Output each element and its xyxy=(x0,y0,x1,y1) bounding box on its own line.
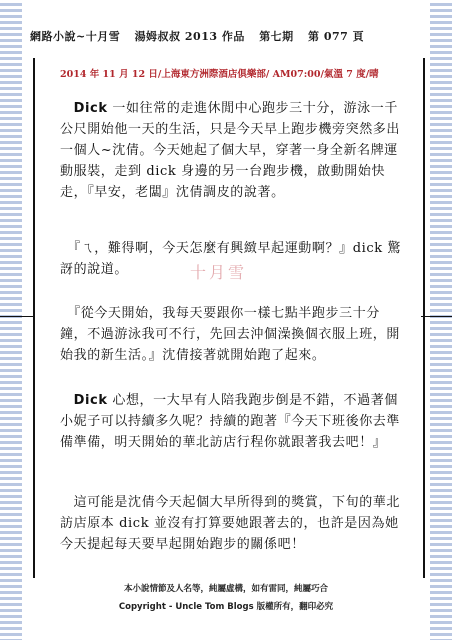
margin-line-right xyxy=(421,316,452,317)
paragraph-2-text: 『ㄟ，難得啊，今天怎麼有興緻早起運動啊？』dick 驚訝的說道。 xyxy=(60,241,402,277)
paragraph-5-text: 這可能是沈倩今天起個大早所得到的獎賞，下旬的華北訪店原本 dick 並沒有打算要她跟著去的，也許是因為她今天提起每天要早起開始跑步的關係吧！ xyxy=(60,495,401,552)
header-issue: 第七期 xyxy=(259,30,294,43)
margin-line-left xyxy=(0,316,33,317)
right-stripe-border xyxy=(430,0,452,640)
paragraph-4-text: 心想，一大早有人陪我跑步倒是不錯，不過著個小妮子可以持續多久呢？持續的跑著『今天下班後你去準備準備，明天開始的華北訪店行程你就跟著我去吧！』 xyxy=(60,393,401,450)
footer-copyright: Copyright - Uncle Tom Blogs 版權所有，翻印必究 xyxy=(118,602,334,612)
paragraph-1-text: 一如往常的走進休閒中心跑步三十分，游泳一千公尺開始他一天的生活，只是今天早上跑步機旁突然多出一個人~沈倩。今天她起了個大早，穿著一身全新名牌運動服裝，走到 dick 身邊的另一台跑步機，啟動開始快走，『早安，老闆』沈倩調皮的說著。 xyxy=(60,101,401,200)
page-header xyxy=(30,28,374,44)
paragraph-5 xyxy=(60,492,406,555)
watermark: 十月雪 xyxy=(190,263,248,282)
paragraph-4 xyxy=(60,390,406,453)
left-stripe-border xyxy=(0,0,22,640)
dateline: 2014 年 11 月 12 日/上海東方洲際酒店俱樂部/ AM07:00/氣溫 7 度/晴 xyxy=(60,69,379,80)
paragraph-3-text: 『從今天開始，我每天要跟你一樣七點半跑步三十分鐘，不過游泳我可不行，先回去沖個澡換個衣服上班，開始我的新生活。』沈倩接著就開始跑了起來。 xyxy=(60,306,401,363)
paragraph-4-lead: Dick xyxy=(73,393,108,408)
paragraph-2 xyxy=(60,238,406,280)
header-page-number: 第 077 頁 xyxy=(308,30,365,43)
paragraph-1 xyxy=(60,98,406,203)
paragraph-1-lead: Dick xyxy=(73,101,108,116)
footer-disclaimer: 本小說情節及人名等，純屬虛構，如有雷同，純屬巧合 xyxy=(123,584,328,594)
paragraph-3 xyxy=(60,303,406,366)
header-author: 湯姆叔叔 2013 作品 xyxy=(134,30,245,43)
header-site: 網路小說~十月雪 xyxy=(30,30,121,43)
